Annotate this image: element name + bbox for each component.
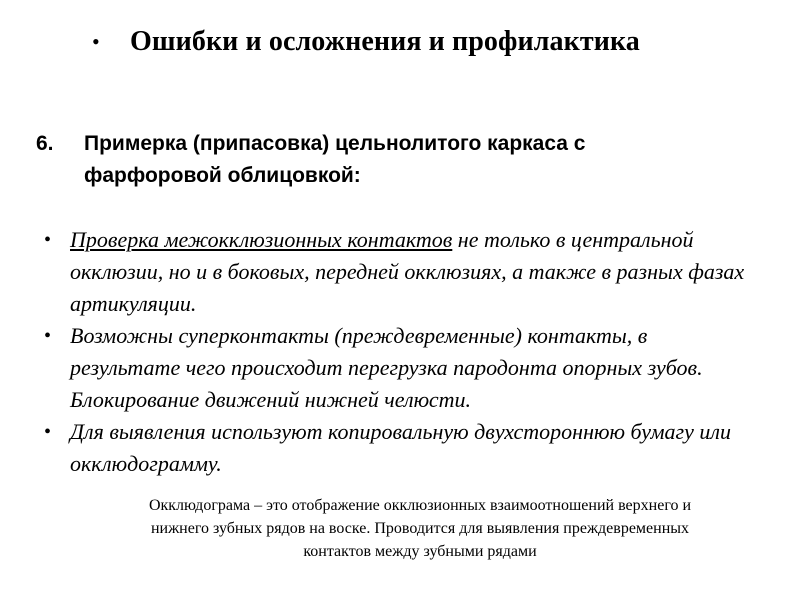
footnote-line-1: Окклюдограма – это отображение окклюзионных взаимоотношений верхнего и [148,497,692,514]
underlined-phrase: Проверка межокклюзионных контактов [70,227,453,252]
bullet-list [44,224,764,480]
slide-title [92,22,640,62]
title-bullet-icon: • [92,29,100,54]
bullet-text: Для выявления используют копировальную двухстороннюю бумагу или окклюдограмму. [70,419,731,476]
footnote-line-2: нижнего зубных рядов на воске. Проводится для выявления преждевременных [150,520,690,537]
bullet-icon: • [44,229,52,251]
section-heading-text [84,128,734,192]
footnote [70,494,770,563]
bullet-icon: • [44,325,52,347]
section-heading-line-1: Примерка (припасовка) цельнолитого каркаса с [84,132,586,155]
list-item [44,416,764,480]
list-item [44,224,764,320]
footnote-line-3: контактов между зубными рядами [303,543,537,560]
section-number: 6. [36,132,54,155]
list-item [44,320,764,416]
section-heading [36,128,756,192]
title-text: Ошибки и осложнения и профилактика [130,26,640,57]
section-heading-line-2: фарфоровой облицовкой: [84,164,361,187]
bullet-text [70,224,762,320]
bullet-text: Возможны суперконтакты (преждевременные) контакты, в результате чего происходит перегрузка пародонта опорных зубов. Блокирование движений нижней челюсти. [70,323,703,412]
bullet-text-rest: не только в центральной окклюзии, но и в боковых, передней окклюзиях, а также в разных фазах артикуляции. [70,227,745,316]
bullet-icon: • [44,421,52,443]
